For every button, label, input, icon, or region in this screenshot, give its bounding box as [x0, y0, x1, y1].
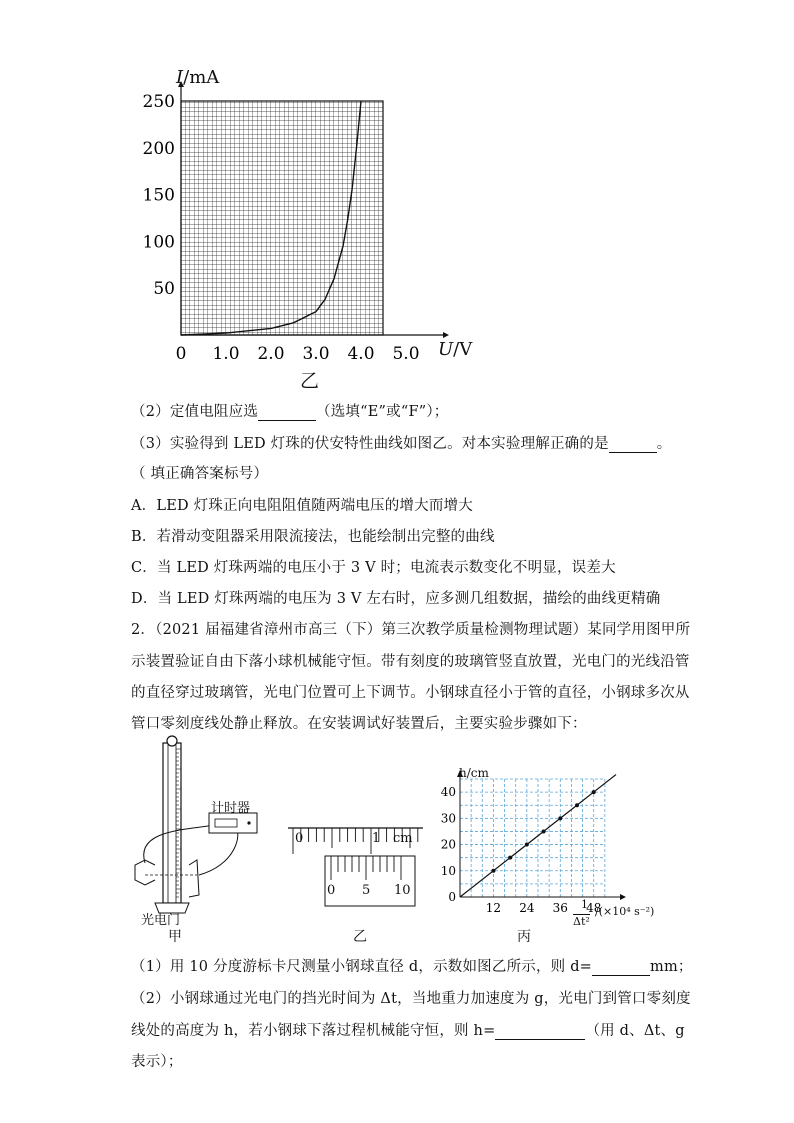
- answer-blank[interactable]: [592, 961, 650, 976]
- option-d: D．当 LED 灯珠两端的电压为 3 V 左右时，应多测几组数据，描绘的曲线更精确: [131, 591, 661, 607]
- h-xlabel-bottom: Δt²: [573, 915, 590, 928]
- iu-grid: [181, 101, 383, 335]
- iu-x-arrow: [443, 332, 449, 338]
- h-y-tick: 20: [440, 837, 456, 852]
- h-x-arrow: [620, 894, 626, 900]
- photogate-label: 光电门: [141, 913, 181, 928]
- step2-line1: （2）小钢球通过光电门的挡光时间为 Δt，当地重力加速度为 g，光电门到管口零刻度: [131, 991, 691, 1007]
- q3-stem: （3）实验得到 LED 灯珠的伏安特性曲线如图乙。对本实验理解正确的是 。: [131, 436, 672, 452]
- q3-note: （ 填正确答案标号）: [131, 466, 269, 482]
- answer-blank[interactable]: [609, 438, 657, 453]
- vernier-tick-5: 5: [362, 883, 371, 898]
- iu-y-tick: 150: [142, 185, 175, 206]
- h-x-tick: 12: [485, 901, 502, 915]
- option-a: A．LED 灯珠正向电阻阻值随两端电压的增大而增大: [131, 498, 473, 514]
- main-tick-0: 0: [295, 831, 304, 846]
- answer-blank[interactable]: [495, 1025, 585, 1040]
- photogate-left: [135, 860, 155, 885]
- h-x-tick: 36: [552, 901, 568, 915]
- vernier-tick-0: 0: [327, 883, 336, 898]
- step1: （1）用 10 分度游标卡尺测量小钢球直径 d，示数如图乙所示，则 d= mm；: [131, 959, 693, 975]
- iu-grid-area: [181, 101, 383, 335]
- problem2-line2: 示装置验证自由下落小球机械能守恒。带有刻度的玻璃管竖直放置，光电门的光线沿管: [131, 654, 690, 670]
- vernier-tick-10: 10: [394, 883, 411, 898]
- h-x-tick: 48: [586, 901, 602, 915]
- apparatus-figure: [125, 735, 265, 935]
- vernier-caption: 乙: [353, 929, 367, 945]
- iu-x-tick: 0: [175, 344, 187, 364]
- h-y-tick: 10: [440, 863, 456, 878]
- iu-caption: 乙: [300, 370, 320, 392]
- h-chart: [440, 765, 640, 915]
- h-data-point: [508, 856, 512, 860]
- iu-x-tick: 3.0: [302, 344, 330, 364]
- h-x-tick: 24: [519, 901, 535, 915]
- apparatus-caption: 甲: [168, 929, 182, 945]
- iu-x-tick: 2.0: [257, 344, 285, 364]
- iu-ylabel: I/mA: [176, 67, 220, 88]
- iu-x-tick: 1.0: [212, 344, 240, 364]
- iu-x-tick: 5.0: [392, 344, 420, 364]
- h-data-point: [542, 829, 546, 833]
- main-tick-1: 1: [372, 831, 381, 846]
- iu-x-tick: 4.0: [347, 344, 375, 364]
- timer-label: 计时器: [211, 801, 251, 816]
- iu-xlabel: U/V: [438, 339, 473, 360]
- h-y-tick: 30: [440, 811, 456, 826]
- h-data-point: [592, 790, 596, 794]
- h-ylabel: h/cm: [459, 766, 489, 780]
- option-b: B．若滑动变阻器采用限流接法，也能绘制出完整的曲线: [131, 529, 495, 545]
- problem2-line1: 2．（2021 届福建省漳州市高三（下）第三次教学质量检测物理试题）某同学用图甲所: [131, 622, 691, 638]
- iu-y-tick: 100: [142, 232, 175, 253]
- h-xlabel-top: 1: [581, 898, 588, 911]
- h-data-point: [491, 869, 495, 873]
- q2-select: （2）定值电阻应选 （选填“E”或“F”）；: [131, 404, 449, 420]
- photogate-right: [189, 860, 199, 897]
- h-xlabel-unit: /(×10⁴ s⁻²): [595, 905, 655, 918]
- h-y-tick: 0: [448, 890, 456, 904]
- steel-ball: [167, 736, 177, 746]
- problem2-line3: 的直径穿过玻璃管，光电门位置可上下调节。小钢球直径小于管的直径，小钢球多次从: [131, 685, 690, 701]
- iu-y-tick: 250: [142, 92, 175, 112]
- h-data-point: [525, 843, 529, 847]
- h-data-point: [575, 803, 579, 807]
- answer-blank[interactable]: [258, 406, 316, 421]
- h-caption: 丙: [517, 929, 531, 945]
- main-unit: cm: [393, 831, 413, 846]
- step2-line2: 线处的高度为 h，若小钢球下落过程机械能守恒，则 h= （用 d、Δt、g: [131, 1023, 685, 1039]
- option-c: C．当 LED 灯珠两端的电压小于 3 V 时；电流表示数变化不明显，误差大: [131, 560, 616, 576]
- step2-line3: 表示）；: [131, 1054, 183, 1070]
- iu-y-tick: 50: [153, 279, 175, 300]
- h-data-point: [558, 816, 562, 820]
- h-y-tick: 40: [440, 785, 456, 800]
- problem2-line4: 管口零刻度线处静止释放。在安装调试好装置后，主要实验步骤如下：: [131, 716, 587, 732]
- iu-y-tick: 200: [142, 138, 175, 159]
